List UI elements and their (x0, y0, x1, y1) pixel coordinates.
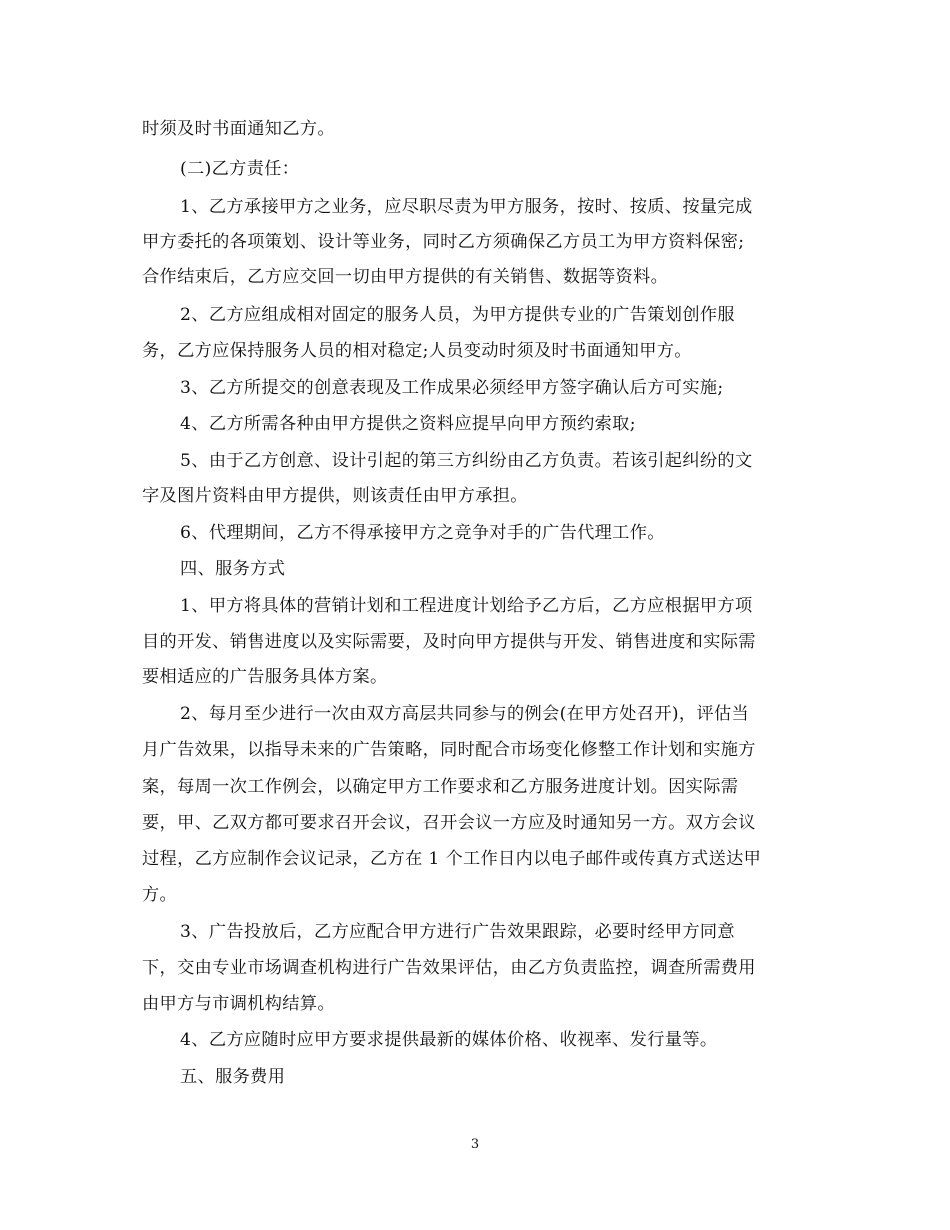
text-line: 要相适应的广告服务具体方案。 (142, 667, 388, 687)
text-line: 3、广告投放后，乙方应配合甲方进行广告效果跟踪，必要时经甲方同意 (180, 922, 735, 942)
text-line: 2、乙方应组成相对固定的服务人员，为甲方提供专业的广告策划创作服 (180, 305, 735, 325)
text-line: 要，甲、乙双方都可要求召开会议，召开会议一方应及时通知另一方。双方会议 (142, 813, 756, 833)
text-line: 甲方委托的各项策划、设计等业务，同时乙方须确保乙方员工为甲方资料保密; (142, 232, 745, 252)
text-line: 3、乙方所提交的创意表现及工作成果必须经甲方签字确认后方可实施; (180, 378, 724, 398)
text-line: 1、甲方将具体的营销计划和工程进度计划给予乙方后，乙方应根据甲方项 (180, 596, 753, 616)
text-line: 2、每月至少进行一次由双方高层共同参与的例会(在甲方处召开)，评估当 (180, 704, 750, 724)
section-heading: 四、服务方式 (180, 559, 286, 579)
page-number: 3 (470, 1137, 480, 1152)
text-line: 1、乙方承接甲方之业务，应尽职尽责为甲方服务，按时、按质、按量完成 (180, 197, 753, 217)
text-line: 下，交由专业市场调查机构进行广告效果评估，由乙方负责监控，调查所需费用 (142, 958, 756, 978)
text-line: 过程，乙方应制作会议记录，乙方在 1 个工作日内以电子邮件或传真方式送达甲 (142, 849, 762, 869)
text-line: 5、由于乙方创意、设计引起的第三方纠纷由乙方负责。若该引起纠纷的文 (180, 451, 753, 471)
text-line: 时须及时书面通知乙方。 (142, 119, 335, 139)
text-line: 6、代理期间，乙方不得承接甲方之竞争对手的广告代理工作。 (180, 523, 665, 543)
text-line: 字及图片资料由甲方提供，则该责任由甲方承担。 (142, 486, 528, 506)
text-line: 月广告效果，以指导未来的广告策略，同时配合市场变化修整工作计划和实施方 (142, 740, 756, 760)
text-line: 案，每周一次工作例会，以确定甲方工作要求和乙方服务进度计划。因实际需 (142, 777, 739, 797)
text-line: 由甲方与市调机构结算。 (142, 994, 335, 1014)
text-line: 合作结束后，乙方应交回一切由甲方提供的有关销售、数据等资料。 (142, 267, 669, 287)
section-heading: 五、服务费用 (180, 1067, 286, 1087)
text-line: 目的开发、销售进度以及实际需要，及时向甲方提供与开发、销售进度和实际需 (142, 632, 756, 652)
text-line: 4、乙方所需各种由甲方提供之资料应提早向甲方预约索取; (180, 414, 636, 434)
text-line: 方。 (142, 885, 178, 905)
section-heading: (二)乙方责任： (180, 159, 300, 179)
text-line: 4、乙方应随时应甲方要求提供最新的媒体价格、收视率、发行量等。 (180, 1030, 718, 1050)
text-line: 务，乙方应保持服务人员的相对稳定;人员变动时须及时书面通知甲方。 (142, 341, 692, 361)
